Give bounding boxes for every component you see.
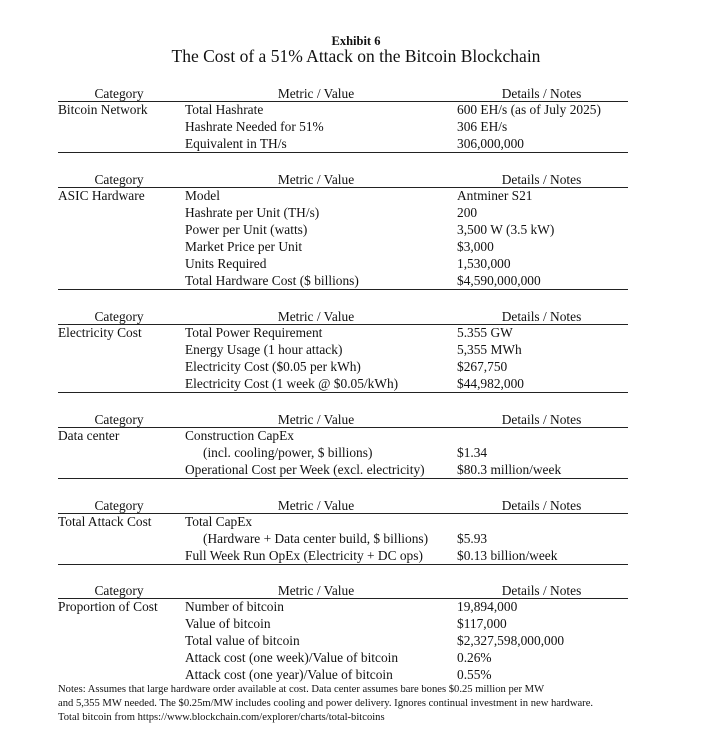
category-header: Category bbox=[94, 583, 144, 598]
details-cell: 600 EH/s (as of July 2025) bbox=[457, 102, 601, 117]
metric-cell: Value of bitcoin bbox=[185, 616, 271, 631]
metric-cell: Electricity Cost (1 week @ $0.05/kWh) bbox=[185, 376, 399, 391]
details-cell: 306,000,000 bbox=[457, 136, 524, 151]
metric-cell: Energy Usage (1 hour attack) bbox=[185, 342, 343, 357]
metric-header: Metric / Value bbox=[277, 172, 355, 187]
section-rule bbox=[58, 152, 628, 153]
table-row bbox=[58, 375, 628, 392]
section-header bbox=[58, 412, 628, 427]
section-header bbox=[58, 86, 628, 101]
table-row bbox=[58, 530, 628, 547]
section-rule bbox=[58, 564, 628, 565]
details-header: Details / Notes bbox=[501, 412, 582, 427]
details-cell: Antminer S21 bbox=[457, 188, 533, 203]
footnotes bbox=[58, 683, 698, 726]
table-row bbox=[58, 187, 628, 204]
table-row bbox=[58, 341, 628, 358]
metric-cell: Total Hardware Cost ($ billions) bbox=[185, 273, 359, 288]
section-proportion-of-cost bbox=[58, 583, 628, 683]
metric-cell: Electricity Cost ($0.05 per kWh) bbox=[185, 359, 361, 374]
section-header bbox=[58, 498, 628, 513]
section-asic-hardware bbox=[58, 172, 628, 290]
table-row bbox=[58, 255, 628, 272]
details-cell: 19,894,000 bbox=[457, 599, 518, 614]
footnote-line: and 5,355 MW needed. The $0.25m/MW includes cooling and power delivery. Ignores continual investment in new hardware. bbox=[58, 698, 594, 710]
section-header bbox=[58, 172, 628, 187]
table-row bbox=[58, 598, 628, 615]
metric-cell: Power per Unit (watts) bbox=[185, 222, 308, 237]
category-header: Category bbox=[94, 498, 144, 513]
metric-header: Metric / Value bbox=[277, 583, 355, 598]
details-cell: 1,530,000 bbox=[457, 256, 511, 271]
section-rule bbox=[58, 392, 628, 393]
details-cell: $80.3 million/week bbox=[457, 462, 562, 477]
metric-cell: (Hardware + Data center build, $ billions) bbox=[203, 531, 429, 546]
metric-header: Metric / Value bbox=[277, 412, 355, 427]
details-cell: 5.355 GW bbox=[457, 325, 513, 340]
metric-cell: Hashrate Needed for 51% bbox=[185, 119, 324, 134]
metric-cell: Full Week Run OpEx (Electricity + DC ops) bbox=[185, 548, 423, 563]
category-header: Category bbox=[94, 412, 144, 427]
exhibit-title: The Cost of a 51% Attack on the Bitcoin Blockchain bbox=[171, 46, 541, 66]
table-row bbox=[58, 358, 628, 375]
metric-cell: Number of bitcoin bbox=[185, 599, 284, 614]
metric-header: Metric / Value bbox=[277, 498, 355, 513]
metric-cell: Construction CapEx bbox=[185, 428, 294, 443]
metric-cell: Units Required bbox=[185, 256, 267, 271]
table-row bbox=[58, 324, 628, 341]
details-cell: $1.34 bbox=[457, 445, 488, 460]
category-header: Category bbox=[94, 172, 144, 187]
table-row bbox=[58, 444, 628, 461]
section-electricity-cost bbox=[58, 309, 628, 393]
details-cell: $267,750 bbox=[457, 359, 508, 374]
table-row bbox=[58, 427, 628, 444]
table-row bbox=[58, 461, 628, 478]
details-cell: $0.13 billion/week bbox=[457, 548, 558, 563]
category-header: Category bbox=[94, 86, 144, 101]
table-row bbox=[58, 272, 628, 289]
table-row bbox=[58, 632, 628, 649]
section-bitcoin-network bbox=[58, 86, 628, 153]
category-label: ASIC Hardware bbox=[58, 188, 145, 203]
details-header: Details / Notes bbox=[501, 498, 582, 513]
section-header bbox=[58, 309, 628, 324]
table-row bbox=[58, 221, 628, 238]
section-header bbox=[58, 583, 628, 598]
details-cell: 5,355 MWh bbox=[457, 342, 522, 357]
metric-cell: Model bbox=[185, 188, 220, 203]
table-row bbox=[58, 547, 628, 564]
details-cell: $5.93 bbox=[457, 531, 488, 546]
table-row bbox=[58, 204, 628, 221]
details-header: Details / Notes bbox=[501, 309, 582, 324]
section-data-center bbox=[58, 412, 628, 479]
section-rule bbox=[58, 478, 628, 479]
details-header: Details / Notes bbox=[501, 583, 582, 598]
category-label: Bitcoin Network bbox=[58, 102, 148, 117]
metric-cell: Attack cost (one year)/Value of bitcoin bbox=[185, 667, 393, 682]
table-row bbox=[58, 649, 628, 666]
details-cell: 3,500 W (3.5 kW) bbox=[457, 222, 555, 237]
details-cell: 0.55% bbox=[457, 667, 492, 682]
details-cell: 0.26% bbox=[457, 650, 492, 665]
footnote-line: Total bitcoin from https://www.blockchain.com/explorer/charts/total-bitcoins bbox=[58, 712, 385, 724]
table-row bbox=[58, 118, 628, 135]
details-cell: $117,000 bbox=[457, 616, 507, 631]
details-cell: 200 bbox=[457, 205, 478, 220]
table-row bbox=[58, 615, 628, 632]
table-row bbox=[58, 513, 628, 530]
section-rule bbox=[58, 289, 628, 290]
table-row bbox=[58, 135, 628, 152]
details-cell: $2,327,598,000,000 bbox=[457, 633, 565, 648]
metric-cell: Market Price per Unit bbox=[185, 239, 303, 254]
metric-cell: Total Hashrate bbox=[185, 102, 264, 117]
category-label: Data center bbox=[58, 428, 120, 443]
metric-cell: (incl. cooling/power, $ billions) bbox=[203, 445, 373, 460]
category-label: Total Attack Cost bbox=[58, 514, 152, 529]
metric-cell: Attack cost (one week)/Value of bitcoin bbox=[185, 650, 399, 665]
metric-cell: Equivalent in TH/s bbox=[185, 136, 287, 151]
metric-header: Metric / Value bbox=[277, 86, 355, 101]
details-cell: $3,000 bbox=[457, 239, 494, 254]
category-label: Proportion of Cost bbox=[58, 599, 158, 614]
table-row bbox=[58, 666, 628, 683]
footnote-line: Notes: Assumes that large hardware order available at cost. Data center assumes bare bones $0.25 million per MW bbox=[58, 684, 545, 695]
section-total-attack-cost bbox=[58, 498, 628, 565]
metric-cell: Total Power Requirement bbox=[185, 325, 323, 340]
details-cell: $4,590,000,000 bbox=[457, 273, 541, 288]
exhibit-label: Exhibit 6 bbox=[331, 34, 381, 48]
metric-cell: Operational Cost per Week (excl. electricity) bbox=[185, 462, 425, 477]
details-cell: $44,982,000 bbox=[457, 376, 524, 391]
table-row bbox=[58, 238, 628, 255]
metric-cell: Hashrate per Unit (TH/s) bbox=[185, 205, 320, 220]
details-header: Details / Notes bbox=[501, 172, 582, 187]
category-header: Category bbox=[94, 309, 144, 324]
details-cell: 306 EH/s bbox=[457, 119, 508, 134]
metric-cell: Total value of bitcoin bbox=[185, 633, 300, 648]
details-header: Details / Notes bbox=[501, 86, 582, 101]
metric-header: Metric / Value bbox=[277, 309, 355, 324]
category-label: Electricity Cost bbox=[58, 325, 142, 340]
table-row bbox=[58, 101, 628, 118]
metric-cell: Total CapEx bbox=[185, 514, 253, 529]
